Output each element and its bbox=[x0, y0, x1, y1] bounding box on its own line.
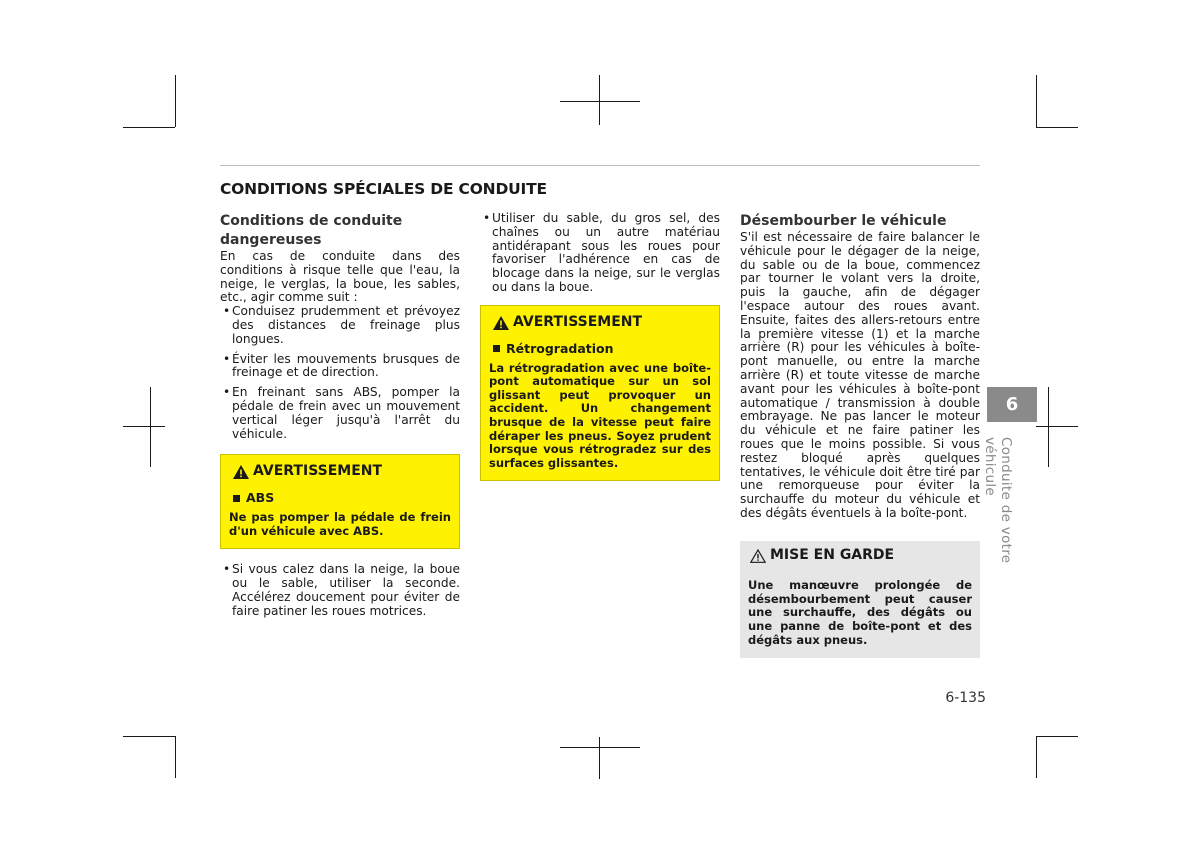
warning-box-retrogradation bbox=[480, 305, 720, 482]
warning-subheader bbox=[493, 342, 711, 356]
caution-triangle-icon bbox=[750, 549, 766, 563]
body-paragraph: S'il est nécessaire de faire balancer le véhicule pour le dégager de la neige, du sable ou de la boue, commencez par tourner le volant vers la droite, puis la gauche, afin de dégager l'espace autour des roues avant. Ensuite, faites des allers-retours entre la première vitesse (1) et la marche arrière (R) pour les véhicules à boîte-pont manuelle, ou entre la marche arrière (R) et toute vitesse de marche avant pour les véhicules à boîte-pont automatique / transmission à double embrayage. Ne pas lancer le moteur du véhicule et ne faire patiner les roues que le moins possible. Si vous restez bloqué après quelques tentatives, le véhicule doit être tiré par une remorqueuse pour éviter la surchauffe du moteur du véhicule et des dégâts éventuels à la boîte-pont. bbox=[740, 230, 980, 520]
list-item: • Utiliser du sable, du gros sel, des chaînes ou un autre matériau antidérapant sous les roues pour favoriser l'adhérence en cas de blocage dans la neige, sur le verglas ou dans la boue. bbox=[480, 212, 720, 295]
bullet-list bbox=[220, 563, 460, 618]
caution-title: MISE EN GARDE bbox=[770, 546, 895, 563]
chapter-tab: 6 bbox=[987, 387, 1037, 422]
caution-box bbox=[740, 541, 980, 658]
warning-subheader bbox=[233, 491, 451, 505]
section-heading-line-2: dangereuses bbox=[220, 232, 322, 248]
caution-header bbox=[750, 546, 972, 563]
page-title: CONDITIONS SPÉCIALES DE CONDUITE bbox=[220, 180, 547, 198]
warning-header bbox=[493, 313, 711, 330]
warning-subtitle: Rétrogradation bbox=[506, 340, 614, 356]
warning-triangle-icon bbox=[493, 316, 509, 330]
top-rule bbox=[220, 165, 980, 166]
square-bullet-icon bbox=[493, 345, 500, 352]
warning-triangle-icon bbox=[233, 465, 249, 479]
bullet-list bbox=[480, 212, 720, 295]
list-item: • Conduisez prudemment et prévoyez des distances de freinage plus longues. bbox=[220, 305, 460, 346]
chapter-label: Conduite de votre véhicule bbox=[982, 437, 1014, 564]
warning-subtitle: ABS bbox=[246, 490, 275, 506]
caution-text: Une manœuvre prolongée de désembourbement peut causer une surchauffe, des dégâts ou une panne de boîte-pont et des dégâts aux pneus. bbox=[748, 577, 972, 647]
page-number: 6-135 bbox=[945, 690, 986, 706]
square-bullet-icon bbox=[233, 495, 240, 502]
list-item: • Si vous calez dans la neige, la boue ou le sable, utiliser la seconde. Accélérez doucement pour éviter de faire patiner les roues motrices. bbox=[220, 563, 460, 618]
column-2 bbox=[480, 212, 720, 481]
bullet-list bbox=[220, 305, 460, 441]
warning-header bbox=[233, 465, 451, 479]
list-item: • Éviter les mouvements brusques de freinage et de direction. bbox=[220, 353, 460, 381]
intro-paragraph: En cas de conduite dans des conditions à risque telle que l'eau, la neige, le verglas, la boue, les sables, etc., agir comme suit : bbox=[220, 249, 460, 305]
warning-text: Ne pas pomper la pédale de frein d'un véhicule avec ABS. bbox=[229, 510, 451, 538]
column-1 bbox=[220, 212, 460, 625]
warning-title: AVERTISSEMENT bbox=[253, 463, 383, 480]
section-heading-line-1: Conditions de conduite bbox=[220, 213, 403, 229]
warning-title: AVERTISSEMENT bbox=[513, 313, 643, 330]
warning-box-abs bbox=[220, 454, 460, 549]
section-heading: Désembourber le véhicule bbox=[740, 213, 947, 229]
list-item: • En freinant sans ABS, pomper la pédale de frein avec un mouvement vertical léger jusqu'à l'arrêt du véhicule. bbox=[220, 386, 460, 441]
column-3 bbox=[740, 212, 980, 658]
warning-text: La rétrogradation avec une boîte-pont automatique sur un sol glissant peut provoquer un accident. Un changement brusque de la vitesse peut faire déraper les pneus. Soyez prudent lorsque vous rétrogradez sur des surfaces glissantes. bbox=[489, 360, 711, 470]
section-heading bbox=[220, 212, 460, 250]
